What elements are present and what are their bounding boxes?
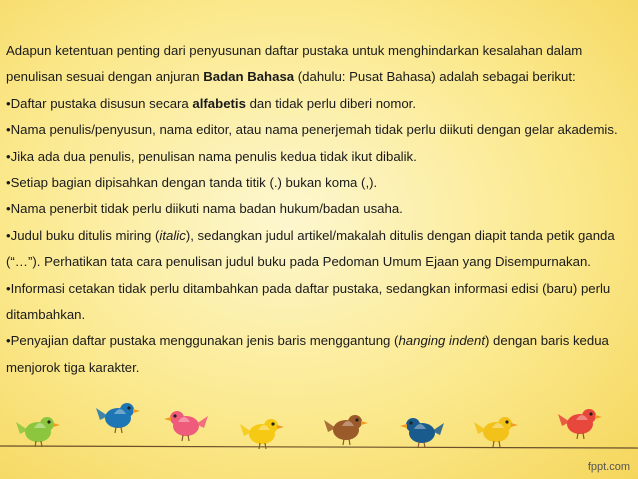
bullet-item: •Informasi cetakan tidak perlu ditambahkan pada daftar pustaka, sedangkan informasi edisi (baru) perlu ditambahkan. — [6, 280, 611, 323]
watermark: fppt.com — [587, 461, 630, 473]
pink-bird-icon — [164, 411, 208, 441]
bullet-item: •Jika ada dua penulis, penulisan nama penulis kedua tidak ikut dibalik. — [6, 148, 417, 164]
slide-body — [6, 38, 632, 381]
bullet-item: •Nama penerbit tidak perlu diikuti nama badan hukum/badan usaha. — [6, 201, 403, 217]
bullet-item: •Setiap bagian dipisahkan dengan tanda titik (.) bukan koma (,). — [6, 175, 378, 191]
badan-bahasa-emphasis: Badan Bahasa — [203, 69, 295, 85]
brown-bird-icon — [324, 415, 368, 445]
yellow-bird-icon — [240, 419, 284, 449]
yellow-bird-icon-2 — [474, 417, 518, 447]
bird-decoration — [0, 400, 638, 479]
bullet-item: •Nama penulis/penyusun, nama editor, atau nama penerjemah tidak perlu diikuti dengan gelar akademis. — [6, 122, 618, 138]
navy-bird-icon — [400, 418, 444, 448]
intro-paragraph: Adapun ketentuan penting dari penyusunan daftar pustaka untuk menghindarkan kesalahan dalam penulisan sesuai dengan anjuran Badan Bahasa (dahulu: Pusat Bahasa) adalah sebagai berikut: — [6, 43, 583, 85]
red-bird-icon — [558, 409, 602, 439]
bullet-item: •Daftar pustaka disusun secara alfabetis dan tidak perlu diberi nomor. — [6, 95, 417, 111]
branch-line — [0, 446, 638, 448]
green-bird-icon — [16, 417, 60, 447]
blue-bird-icon — [96, 403, 140, 433]
bullet-item: •Penyajian daftar pustaka menggunakan jenis baris menggantung (hanging indent) dengan baris kedua menjorok tiga karakter. — [6, 333, 609, 375]
bullet-item: •Judul buku ditulis miring (italic), sedangkan judul artikel/makalah ditulis dengan diapit tanda petik ganda (“…”). Perhatikan tata cara penulisan judul buku pada Pedoman Umum Ejaan yang Disempurnakan. — [6, 227, 615, 270]
